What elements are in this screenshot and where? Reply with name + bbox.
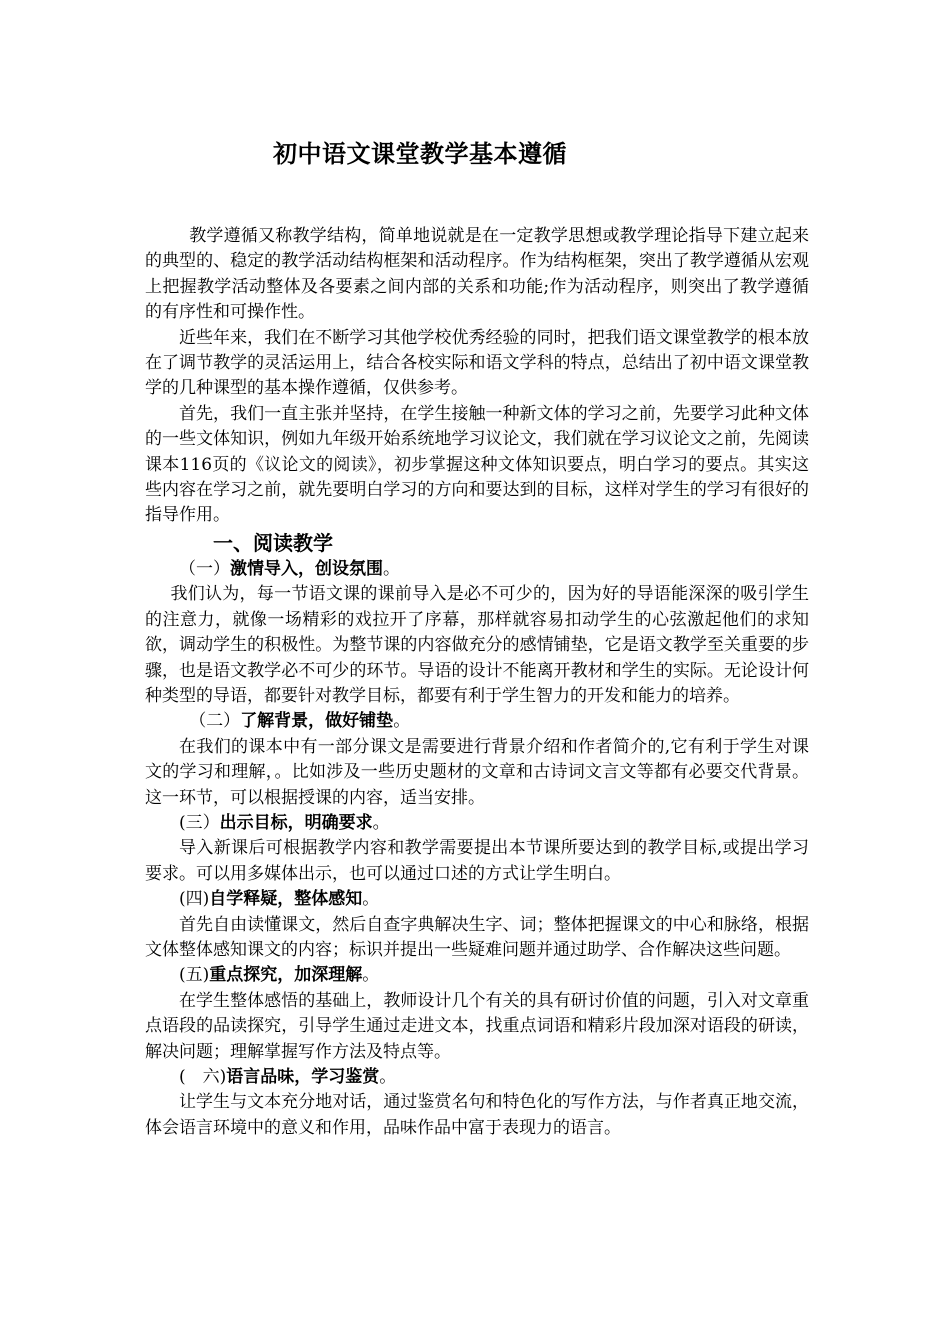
subheading-end: 。 bbox=[379, 1067, 397, 1087]
subheading-number: ( 六) bbox=[179, 1067, 227, 1087]
subheading-end: 。 bbox=[393, 711, 411, 732]
subheading-end: 。 bbox=[362, 965, 380, 986]
document-title: 初中语文课堂教学基本遵循 bbox=[273, 139, 567, 168]
subheading-title: 语言品味，学习鉴赏 bbox=[226, 1067, 380, 1087]
subheading-number: (四) bbox=[179, 889, 210, 910]
subheading-number: (三） bbox=[179, 812, 220, 833]
subheading-title: 自学释疑，整体感知 bbox=[209, 889, 363, 910]
subheading-end: 。 bbox=[362, 889, 380, 910]
subsection-paragraph-3: 导入新课后可根据教学内容和教学需要提出本节课所要达到的教学目标,或提出学习要求。可以用多媒体出示，也可以通过口述的方式让学生明白。 bbox=[145, 838, 809, 884]
subheading-title: 激情导入，创设氛围 bbox=[230, 558, 383, 579]
subheading-end: 。 bbox=[383, 558, 400, 579]
subsection-paragraph-1: 我们认为，每一节语文课的课前导入是必不可少的，因为好的导语能深深的吸引学生的注意力，就像一场精彩的戏拉开了序幕，那样就容易扣动学生的心弦激起他们的求知欲，调动学生的积极性。为整节课的内容做充分的感情铺垫，它是语文教学至关重要的步骤，也是语文教学必不可少的环节。导语的设计不能离开教材和学生的实际。无论设计何种类型的导语，都要针对教学目标，都要有利于学生智力的开发和能力的培养。 bbox=[145, 584, 809, 706]
subheading-title: 重点探究，加深理解 bbox=[209, 965, 363, 986]
section-heading-reading: 一、阅读教学 bbox=[213, 530, 333, 555]
intro-paragraph-2: 近些年来，我们在不断学习其他学校优秀经验的同时，把我们语文课堂教学的根本放在了调节教学的灵活运用上，结合各校实际和语文学科的特点，总结出了初中语文课堂教学的几种课型的基本操作遵循，仅供参考。 bbox=[145, 327, 809, 399]
subheading-2 bbox=[145, 709, 809, 734]
intro-paragraph-3: 首先，我们一直主张并坚持，在学生接触一种新文体的学习之前，先要学习此种文体的一些文体知识，例如九年级开始系统地学习议论文，我们就在学习议论文之前，先阅读课本116页的《议论文的阅读》，初步掌握这种文体知识要点，明白学习的要点。其实这些内容在学习之前，就先要明白学习的方向和要达到的目标，这样对学生的学习有很好的指导作用。 bbox=[145, 403, 809, 526]
subheading-3 bbox=[145, 811, 809, 836]
subheading-title: 了解背景，做好铺垫 bbox=[240, 711, 394, 732]
subheading-5 bbox=[145, 963, 809, 988]
document-body bbox=[145, 224, 809, 1141]
intro-paragraph-1: 教学遵循又称教学结构，简单地说就是在一定教学思想或教学理论指导下建立起来的典型的、稳定的教学活动结构框架和活动程序。作为结构框架，突出了教学遵循从宏观上把握教学活动整体及各要素之间内部的关系和功能;作为活动程序，则突出了教学遵循的有序性和可操作性。 bbox=[145, 226, 809, 323]
subsection-paragraph-5: 在学生整体感悟的基础上，教师设计几个有关的具有研讨价值的问题，引入对文章重点语段的品读探究，引导学生通过走进文本，找重点词语和精彩片段加深对语段的研读，解决问题；理解掌握写作方法及特点等。 bbox=[145, 990, 809, 1062]
subheading-4 bbox=[145, 887, 809, 912]
subheading-number: (五) bbox=[179, 965, 210, 986]
subsection-paragraph-6: 让学生与文本充分地对话，通过鉴赏名句和特色化的写作方法，与作者真正地交流，体会语言环境中的意义和作用，品味作品中富于表现力的语言。 bbox=[145, 1092, 809, 1138]
subheading-6 bbox=[145, 1065, 809, 1090]
subheading-end: 。 bbox=[372, 812, 390, 833]
subheading-number: （一） bbox=[179, 558, 230, 579]
subsection-paragraph-2: 在我们的课本中有一部分课文是需要进行背景介绍和作者简介的,它有利于学生对课文的学习和理解，。比如涉及一些历史题材的文章和古诗词文言文等都有必要交代背景。这一环节，可以根据授课的内容，适当安排。 bbox=[145, 736, 809, 808]
subheading-title: 出示目标，明确要求 bbox=[219, 812, 373, 833]
subheading-1 bbox=[145, 557, 809, 582]
subheading-number: （二） bbox=[189, 711, 241, 732]
subsection-paragraph-4: 首先自由读懂课文，然后自查字典解决生字、词；整体把握课文的中心和脉络，根据文体整体感知课文的内容；标识并提出一些疑难问题并通过助学、合作解决这些问题。 bbox=[145, 914, 809, 960]
